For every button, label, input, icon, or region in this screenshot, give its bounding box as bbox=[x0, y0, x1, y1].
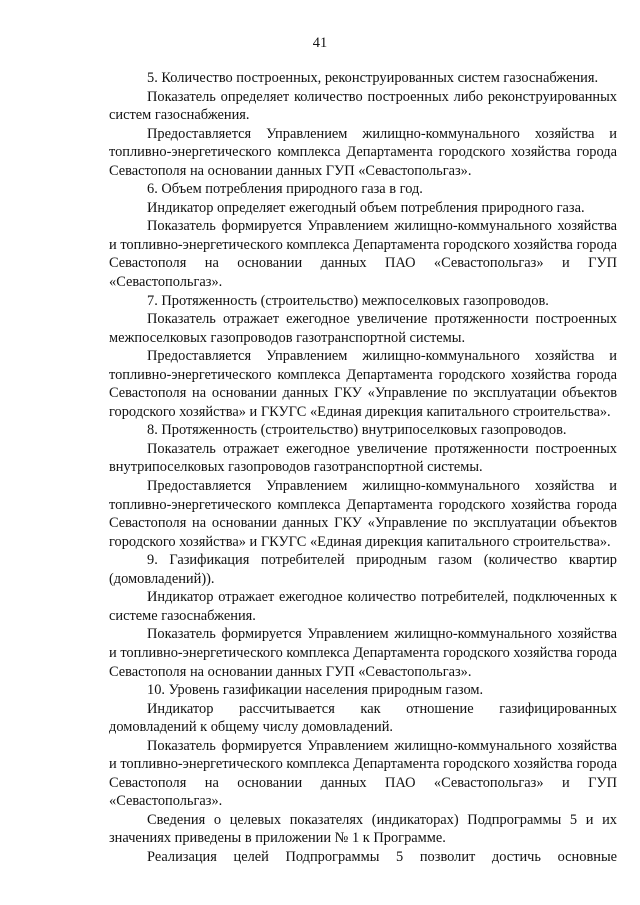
paragraph: Реализация целей Подпрограммы 5 позволит достичь основные bbox=[147, 848, 617, 865]
paragraph: 6. Объем потребления природного газа в год. bbox=[147, 181, 423, 198]
paragraph: Предоставляется Управлением жилищно-коммунального хозяйства и топливно-энергетического комплекса Департамента городского хозяйства города Севастополя на основании данных ГКУ «Управление по эксплуатации объектов городского хозяйства» и ГКУГС «Единая дирекция капитального строительства». bbox=[109, 478, 617, 550]
paragraph: 7. Протяженность (строительство) межпоселковых газопроводов. bbox=[147, 292, 549, 309]
paragraph: Индикатор отражает ежегодное количество потребителей, подключенных к системе газоснабжения. bbox=[109, 589, 617, 624]
paragraph: Показатель формируется Управлением жилищно-коммунального хозяйства и топливно-энергетического комплекса Департамента городского хозяйства города Севастополя на основании данных ПАО «Севастопольгаз» и ГУП «Севастопольгаз». bbox=[109, 737, 617, 810]
paragraph: Показатель отражает ежегодное увеличение протяженности построенных межпоселковых газопроводов газотранспортной системы. bbox=[109, 311, 617, 346]
page-number: 41 bbox=[312, 35, 328, 51]
paragraph: Индикатор рассчитывается как отношение газифицированных домовладений к общему числу домовладений. bbox=[109, 700, 617, 736]
document-body bbox=[109, 69, 617, 867]
paragraph: Индикатор определяет ежегодный объем потребления природного газа. bbox=[147, 199, 585, 216]
paragraph: Показатель определяет количество построенных либо реконструированных систем газоснабжения. bbox=[109, 88, 617, 124]
paragraph: Предоставляется Управлением жилищно-коммунального хозяйства и топливно-энергетического комплекса Департамента городского хозяйства города Севастополя на основании данных ГУП «Севастопольгаз». bbox=[109, 125, 617, 179]
paragraph: Показатель отражает ежегодное увеличение протяженности построенных внутрипоселковых газопроводов газотранспортной системы. bbox=[109, 440, 617, 476]
paragraph: Предоставляется Управлением жилищно-коммунального хозяйства и топливно-энергетического комплекса Департамента городского хозяйства города Севастополя на основании данных ГКУ «Управление по эксплуатации объектов городского хозяйства» и ГКУГС «Единая дирекция капитального строительства». bbox=[109, 348, 617, 420]
paragraph: 9. Газификация потребителей природным газом (количество квартир (домовладений)). bbox=[109, 552, 617, 587]
paragraph: 10. Уровень газификации населения природным газом. bbox=[147, 682, 484, 699]
paragraph: 5. Количество построенных, реконструированных систем газоснабжения. bbox=[147, 70, 599, 86]
paragraph: Сведения о целевых показателях (индикаторах) Подпрограммы 5 и их значениях приведены в приложении № 1 к Программе. bbox=[109, 811, 617, 847]
paragraph: Показатель формируется Управлением жилищно-коммунального хозяйства и топливно-энергетического комплекса Департамента городского хозяйства города Севастополя на основании данных ГУП «Севастопольгаз». bbox=[109, 626, 617, 680]
paragraph: Показатель формируется Управлением жилищно-коммунального хозяйства и топливно-энергетического комплекса Департамента городского хозяйства города Севастополя на основании данных ПАО «Севастопольгаз» и ГУП «Севастопольгаз». bbox=[109, 218, 617, 291]
paragraph: 8. Протяженность (строительство) внутрипоселковых газопроводов. bbox=[147, 422, 567, 439]
